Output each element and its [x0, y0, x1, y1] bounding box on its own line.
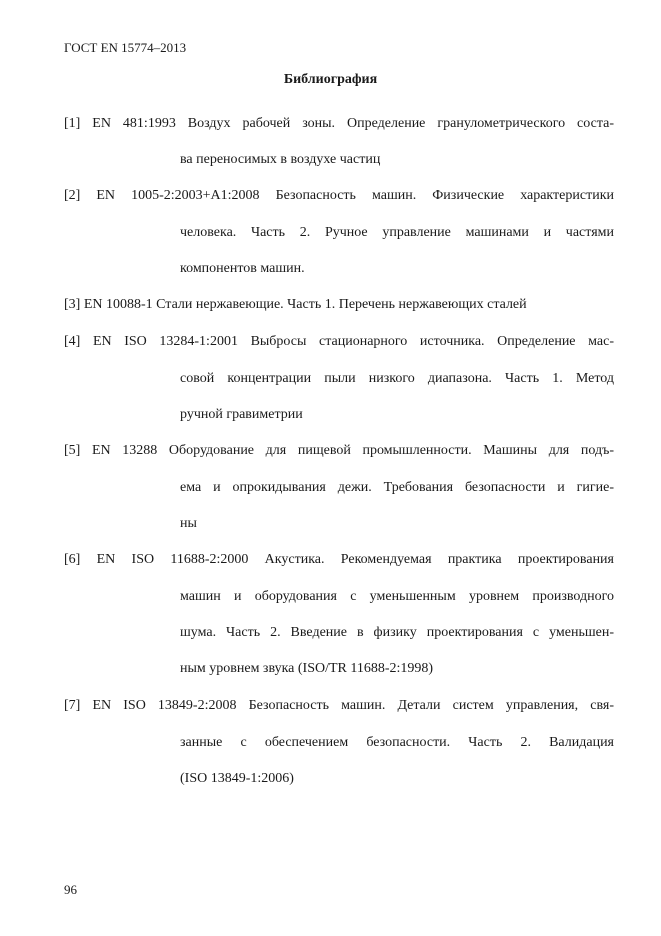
entry-4-line-3: ручной гравиметрии	[180, 407, 303, 422]
entry-2-line-3: компонентов машин.	[180, 261, 305, 276]
bibliography-title: Библиография	[283, 72, 378, 87]
entry-2-line-2: человека. Часть 2. Ручное управление машинами и частями	[180, 225, 614, 240]
document-header: ГОСТ EN 15774–2013	[64, 40, 187, 55]
entry-7-line-1: [7] EN ISO 13849-2:2008 Безопасность машин. Детали систем управления, свя-	[64, 698, 614, 713]
entry-4-line-1: [4] EN ISO 13284-1:2001 Выбросы стационарного источника. Определение мас-	[64, 334, 614, 349]
entry-7-line-2: занные с обеспечением безопасности. Часть 2. Валидация	[180, 735, 614, 750]
entry-1-line-1: [1] EN 481:1993 Воздух рабочей зоны. Определение гранулометрического соста-	[64, 116, 614, 131]
entry-3-line-1: [3] EN 10088-1 Стали нержавеющие. Часть 1. Перечень нержавеющих сталей	[64, 297, 527, 312]
entry-6-line-1: [6] EN ISO 11688-2:2000 Акустика. Рекомендуемая практика проектирования	[64, 552, 614, 567]
entry-5-line-3: ны	[180, 516, 197, 531]
page-number: 96	[64, 882, 77, 897]
entry-6-line-2: машин и оборудования с уменьшенным уровнем производного	[180, 589, 614, 604]
entry-4-line-2: совой концентрации пыли низкого диапазона. Часть 1. Метод	[180, 371, 614, 386]
entry-5-line-1: [5] EN 13288 Оборудование для пищевой промышленности. Машины для подъ-	[64, 443, 614, 458]
entry-6-line-3: шума. Часть 2. Введение в физику проектирования с уменьшен-	[180, 625, 614, 640]
entry-7-line-3: (ISO 13849-1:2006)	[180, 771, 294, 786]
entry-5-line-2: ема и опрокидывания дежи. Требования безопасности и гигие-	[180, 480, 614, 495]
entry-1-line-2: ва переносимых в воздухе частиц	[180, 152, 381, 167]
entry-2-line-1: [2] EN 1005-2:2003+A1:2008 Безопасность машин. Физические характеристики	[64, 188, 614, 203]
entry-6-line-4: ным уровнем звука (ISO/TR 11688-2:1998)	[180, 661, 434, 676]
